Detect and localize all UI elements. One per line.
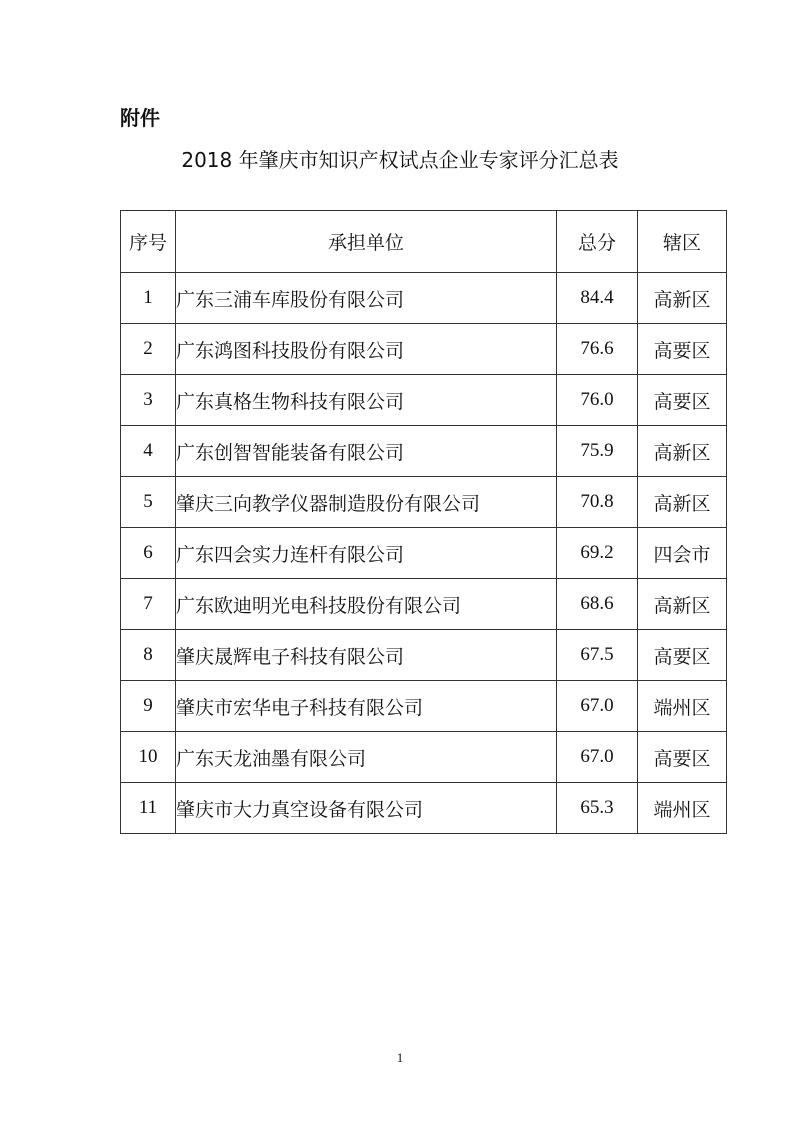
table-body <box>121 273 727 834</box>
table-row <box>121 579 727 630</box>
cell-score: 76.0 <box>557 375 638 426</box>
cell-district: 高新区 <box>638 579 727 630</box>
cell-seq: 11 <box>121 783 176 834</box>
header-district: 辖区 <box>638 211 727 273</box>
cell-district: 四会市 <box>638 528 727 579</box>
cell-score: 65.3 <box>557 783 638 834</box>
cell-score: 84.4 <box>557 273 638 324</box>
cell-seq: 10 <box>121 732 176 783</box>
cell-seq: 2 <box>121 324 176 375</box>
header-unit: 承担单位 <box>176 211 557 273</box>
cell-district: 端州区 <box>638 681 727 732</box>
cell-district: 端州区 <box>638 783 727 834</box>
cell-seq: 9 <box>121 681 176 732</box>
cell-unit: 肇庆晟辉电子科技有限公司 <box>176 630 557 681</box>
cell-score: 75.9 <box>557 426 638 477</box>
table-row <box>121 375 727 426</box>
cell-unit: 广东创智智能装备有限公司 <box>176 426 557 477</box>
header-seq: 序号 <box>121 211 176 273</box>
cell-unit: 肇庆市宏华电子科技有限公司 <box>176 681 557 732</box>
table-row <box>121 426 727 477</box>
document-title: 2018 年肇庆市知识产权试点企业专家评分汇总表 <box>181 148 619 172</box>
table-row <box>121 732 727 783</box>
cell-score: 67.0 <box>557 681 638 732</box>
cell-unit: 肇庆市大力真空设备有限公司 <box>176 783 557 834</box>
table-row <box>121 528 727 579</box>
table-row <box>121 630 727 681</box>
cell-unit: 广东天龙油墨有限公司 <box>176 732 557 783</box>
cell-unit: 广东欧迪明光电科技股份有限公司 <box>176 579 557 630</box>
table-row <box>121 477 727 528</box>
cell-unit: 广东鸿图科技股份有限公司 <box>176 324 557 375</box>
cell-unit: 广东真格生物科技有限公司 <box>176 375 557 426</box>
cell-seq: 8 <box>121 630 176 681</box>
cell-score: 76.6 <box>557 324 638 375</box>
cell-seq: 3 <box>121 375 176 426</box>
cell-district: 高新区 <box>638 477 727 528</box>
table-row <box>121 273 727 324</box>
table-row <box>121 783 727 834</box>
cell-score: 70.8 <box>557 477 638 528</box>
cell-seq: 7 <box>121 579 176 630</box>
score-summary-table <box>120 210 727 834</box>
cell-district: 高要区 <box>638 630 727 681</box>
cell-seq: 6 <box>121 528 176 579</box>
cell-seq: 5 <box>121 477 176 528</box>
cell-score: 67.5 <box>557 630 638 681</box>
cell-seq: 4 <box>121 426 176 477</box>
table-row <box>121 681 727 732</box>
table-header-row <box>121 211 727 273</box>
attachment-label: 附件 <box>120 106 160 130</box>
cell-score: 67.0 <box>557 732 638 783</box>
header-score: 总分 <box>557 211 638 273</box>
cell-district: 高新区 <box>638 273 727 324</box>
cell-district: 高要区 <box>638 375 727 426</box>
cell-score: 68.6 <box>557 579 638 630</box>
cell-unit: 肇庆三向教学仪器制造股份有限公司 <box>176 477 557 528</box>
cell-unit: 广东四会实力连杆有限公司 <box>176 528 557 579</box>
cell-district: 高新区 <box>638 426 727 477</box>
cell-seq: 1 <box>121 273 176 324</box>
table-row <box>121 324 727 375</box>
cell-score: 69.2 <box>557 528 638 579</box>
cell-district: 高要区 <box>638 324 727 375</box>
cell-unit: 广东三浦车库股份有限公司 <box>176 273 557 324</box>
cell-district: 高要区 <box>638 732 727 783</box>
page-number: 1 <box>396 1050 404 1065</box>
